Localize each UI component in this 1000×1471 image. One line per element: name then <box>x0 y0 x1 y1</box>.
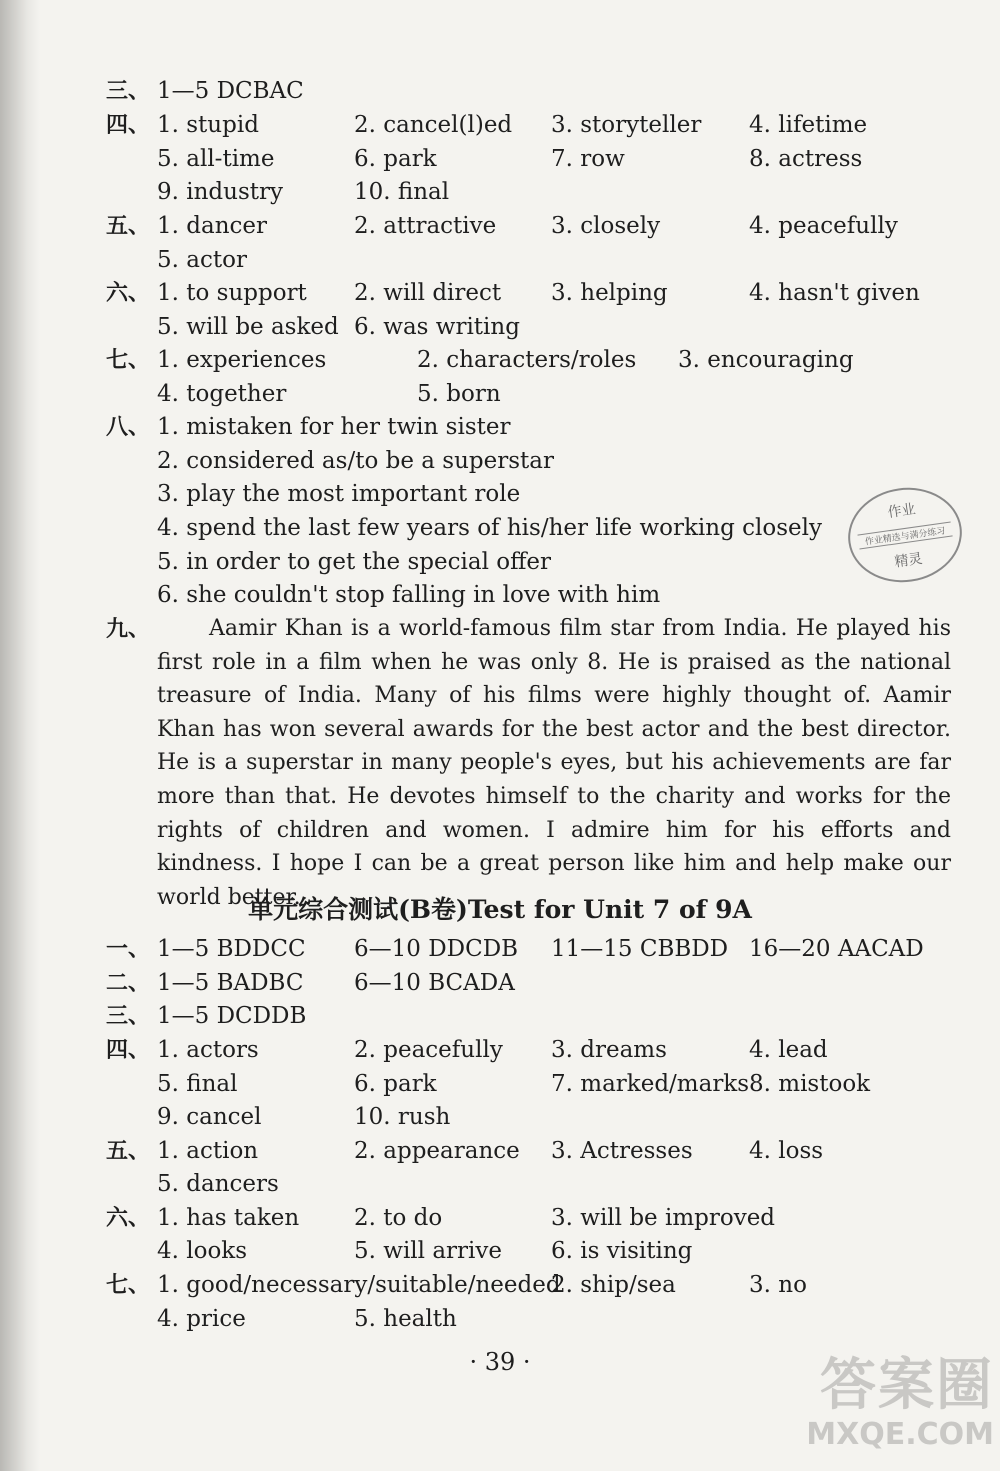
stamp-middle-text: 作业精选与满分练习 <box>857 522 952 550</box>
answer-item: 8. actress <box>749 146 863 172</box>
page-number: · 39 · <box>469 1348 531 1376</box>
stamp-top-text: 作业 <box>886 501 917 522</box>
stamp-bottom-text: 精灵 <box>893 550 924 571</box>
answer-item: 1. stupid <box>157 112 259 138</box>
section-label-liu: 六、 <box>106 280 151 306</box>
section-label-liu-b: 六、 <box>106 1205 151 1231</box>
answer-item: 3. Actresses <box>551 1138 693 1164</box>
answer-item: 5. will arrive <box>354 1238 502 1264</box>
answer-item: 4. spend the last few years of his/her life working closely <box>157 515 822 541</box>
answer-item: 2. will direct <box>354 280 502 306</box>
answer-item: 3. storyteller <box>551 112 702 138</box>
answer-item: 5. born <box>417 381 501 407</box>
section-label-san-b: 三、 <box>106 1003 151 1029</box>
section-label-ba: 八、 <box>106 414 151 440</box>
answer-item: 7. marked/marks <box>551 1071 750 1097</box>
answer-item: 1—5 BDDCC <box>157 936 306 962</box>
answer-item: 5. final <box>157 1071 238 1097</box>
answer-item: 5. dancers <box>157 1171 279 1197</box>
answer-item: 1. experiences <box>157 347 327 373</box>
answer-item: 3. no <box>749 1272 807 1298</box>
answer-item: 6. park <box>354 146 437 172</box>
section-label-wu: 五、 <box>106 213 151 239</box>
watermark-url: MXQE.COM <box>806 1417 994 1452</box>
answer-item: 4. looks <box>157 1238 248 1264</box>
answer-item: 5. will be asked <box>157 314 339 340</box>
scan-edge-shadow <box>0 0 40 1471</box>
answer-item: 3. dreams <box>551 1037 667 1063</box>
answer-item: 4. lead <box>749 1037 828 1063</box>
answer-item: 2. attractive <box>354 213 497 239</box>
answer-item: 7. row <box>551 146 625 172</box>
answer-item: 1. has taken <box>157 1205 300 1231</box>
answer-item: 4. price <box>157 1306 246 1332</box>
answer-item: 8. mistook <box>749 1071 871 1097</box>
answer-item: 6. is visiting <box>551 1238 693 1264</box>
answer-item: 5. health <box>354 1306 457 1332</box>
answer-item: 5. all-time <box>157 146 275 172</box>
answer-item: 11—15 CBBDD <box>551 936 729 962</box>
answer-item: 1. actors <box>157 1037 259 1063</box>
section-label-si-b: 四、 <box>106 1037 151 1063</box>
answer-item: 2. to do <box>354 1205 443 1231</box>
answer-item: 6. was writing <box>354 314 520 340</box>
answer-item: 1. mistaken for her twin sister <box>157 414 511 440</box>
answer-item: 4. loss <box>749 1138 824 1164</box>
watermark-logo-text: 答案圈 <box>820 1353 994 1418</box>
answer-item: 2. ship/sea <box>551 1272 676 1298</box>
answer-item: 4. peacefully <box>749 213 898 239</box>
essay-paragraph: Aamir Khan is a world-famous film star from India. He played his first role in a film when he was only 8. He is praised as the national treasure of India. Many of his films were highly thought of. Aamir Khan has won several awards for the best actor and the best director. He is a superstar in many people's eyes, but his achievements are far more than that. He devotes himself to the charity and works for the rights of children and women. I admire him for his efforts and kindness. I hope I can be a great person like him and help make our world better. <box>157 616 951 910</box>
section-label-qi: 七、 <box>106 347 151 373</box>
answer-item: 6. she couldn't stop falling in love with him <box>157 582 661 608</box>
answer-item: 3. helping <box>551 280 668 306</box>
answer-item: 4. hasn't given <box>749 280 920 306</box>
section-label-qi-b: 七、 <box>106 1272 151 1298</box>
answer-item: 9. cancel <box>157 1104 262 1130</box>
answer-item: 2. peacefully <box>354 1037 503 1063</box>
answer-item: 6. park <box>354 1071 437 1097</box>
answer-item: 5. in order to get the special offer <box>157 549 552 575</box>
answer-item: 1. dancer <box>157 213 267 239</box>
answer-san-b: 1—5 DCDDB <box>157 1003 307 1029</box>
answer-item: 3. encouraging <box>678 347 854 373</box>
section-label-jiu: 九、 <box>106 616 151 642</box>
section-label-san: 三、 <box>106 78 151 104</box>
answer-item: 1. good/necessary/suitable/needed <box>157 1272 561 1298</box>
answer-item: 16—20 AACAD <box>749 936 924 962</box>
homework-stamp <box>842 481 968 590</box>
answer-item: 10. final <box>354 179 450 205</box>
answer-item: 3. will be improved <box>551 1205 776 1231</box>
answer-item: 10. rush <box>354 1104 451 1130</box>
section-label-si: 四、 <box>106 112 151 138</box>
section-label-wu-b: 五、 <box>106 1138 151 1164</box>
answer-item: 6—10 BCADA <box>354 970 515 996</box>
site-watermark <box>774 1355 994 1465</box>
answer-item: 1. action <box>157 1138 259 1164</box>
answer-item: 2. appearance <box>354 1138 520 1164</box>
answer-item: 3. play the most important role <box>157 481 521 507</box>
answer-item: 2. cancel(l)ed <box>354 112 513 138</box>
answer-item: 5. actor <box>157 247 247 273</box>
answer-san: 1—5 DCBAC <box>157 78 304 104</box>
answer-item: 9. industry <box>157 179 283 205</box>
section-title: 单元综合测试(B卷)Test for Unit 7 of 9A <box>248 895 752 924</box>
section-label-yi: 一、 <box>106 936 151 962</box>
answer-item: 4. lifetime <box>749 112 868 138</box>
answer-item: 2. considered as/to be a superstar <box>157 448 554 474</box>
answer-item: 3. closely <box>551 213 661 239</box>
answer-item: 1. to support <box>157 280 307 306</box>
answer-item: 1—5 BADBC <box>157 970 304 996</box>
section-label-er: 二、 <box>106 970 151 996</box>
answer-item: 6—10 DDCDB <box>354 936 519 962</box>
answer-item: 4. together <box>157 381 287 407</box>
answer-item: 2. characters/roles <box>417 347 637 373</box>
